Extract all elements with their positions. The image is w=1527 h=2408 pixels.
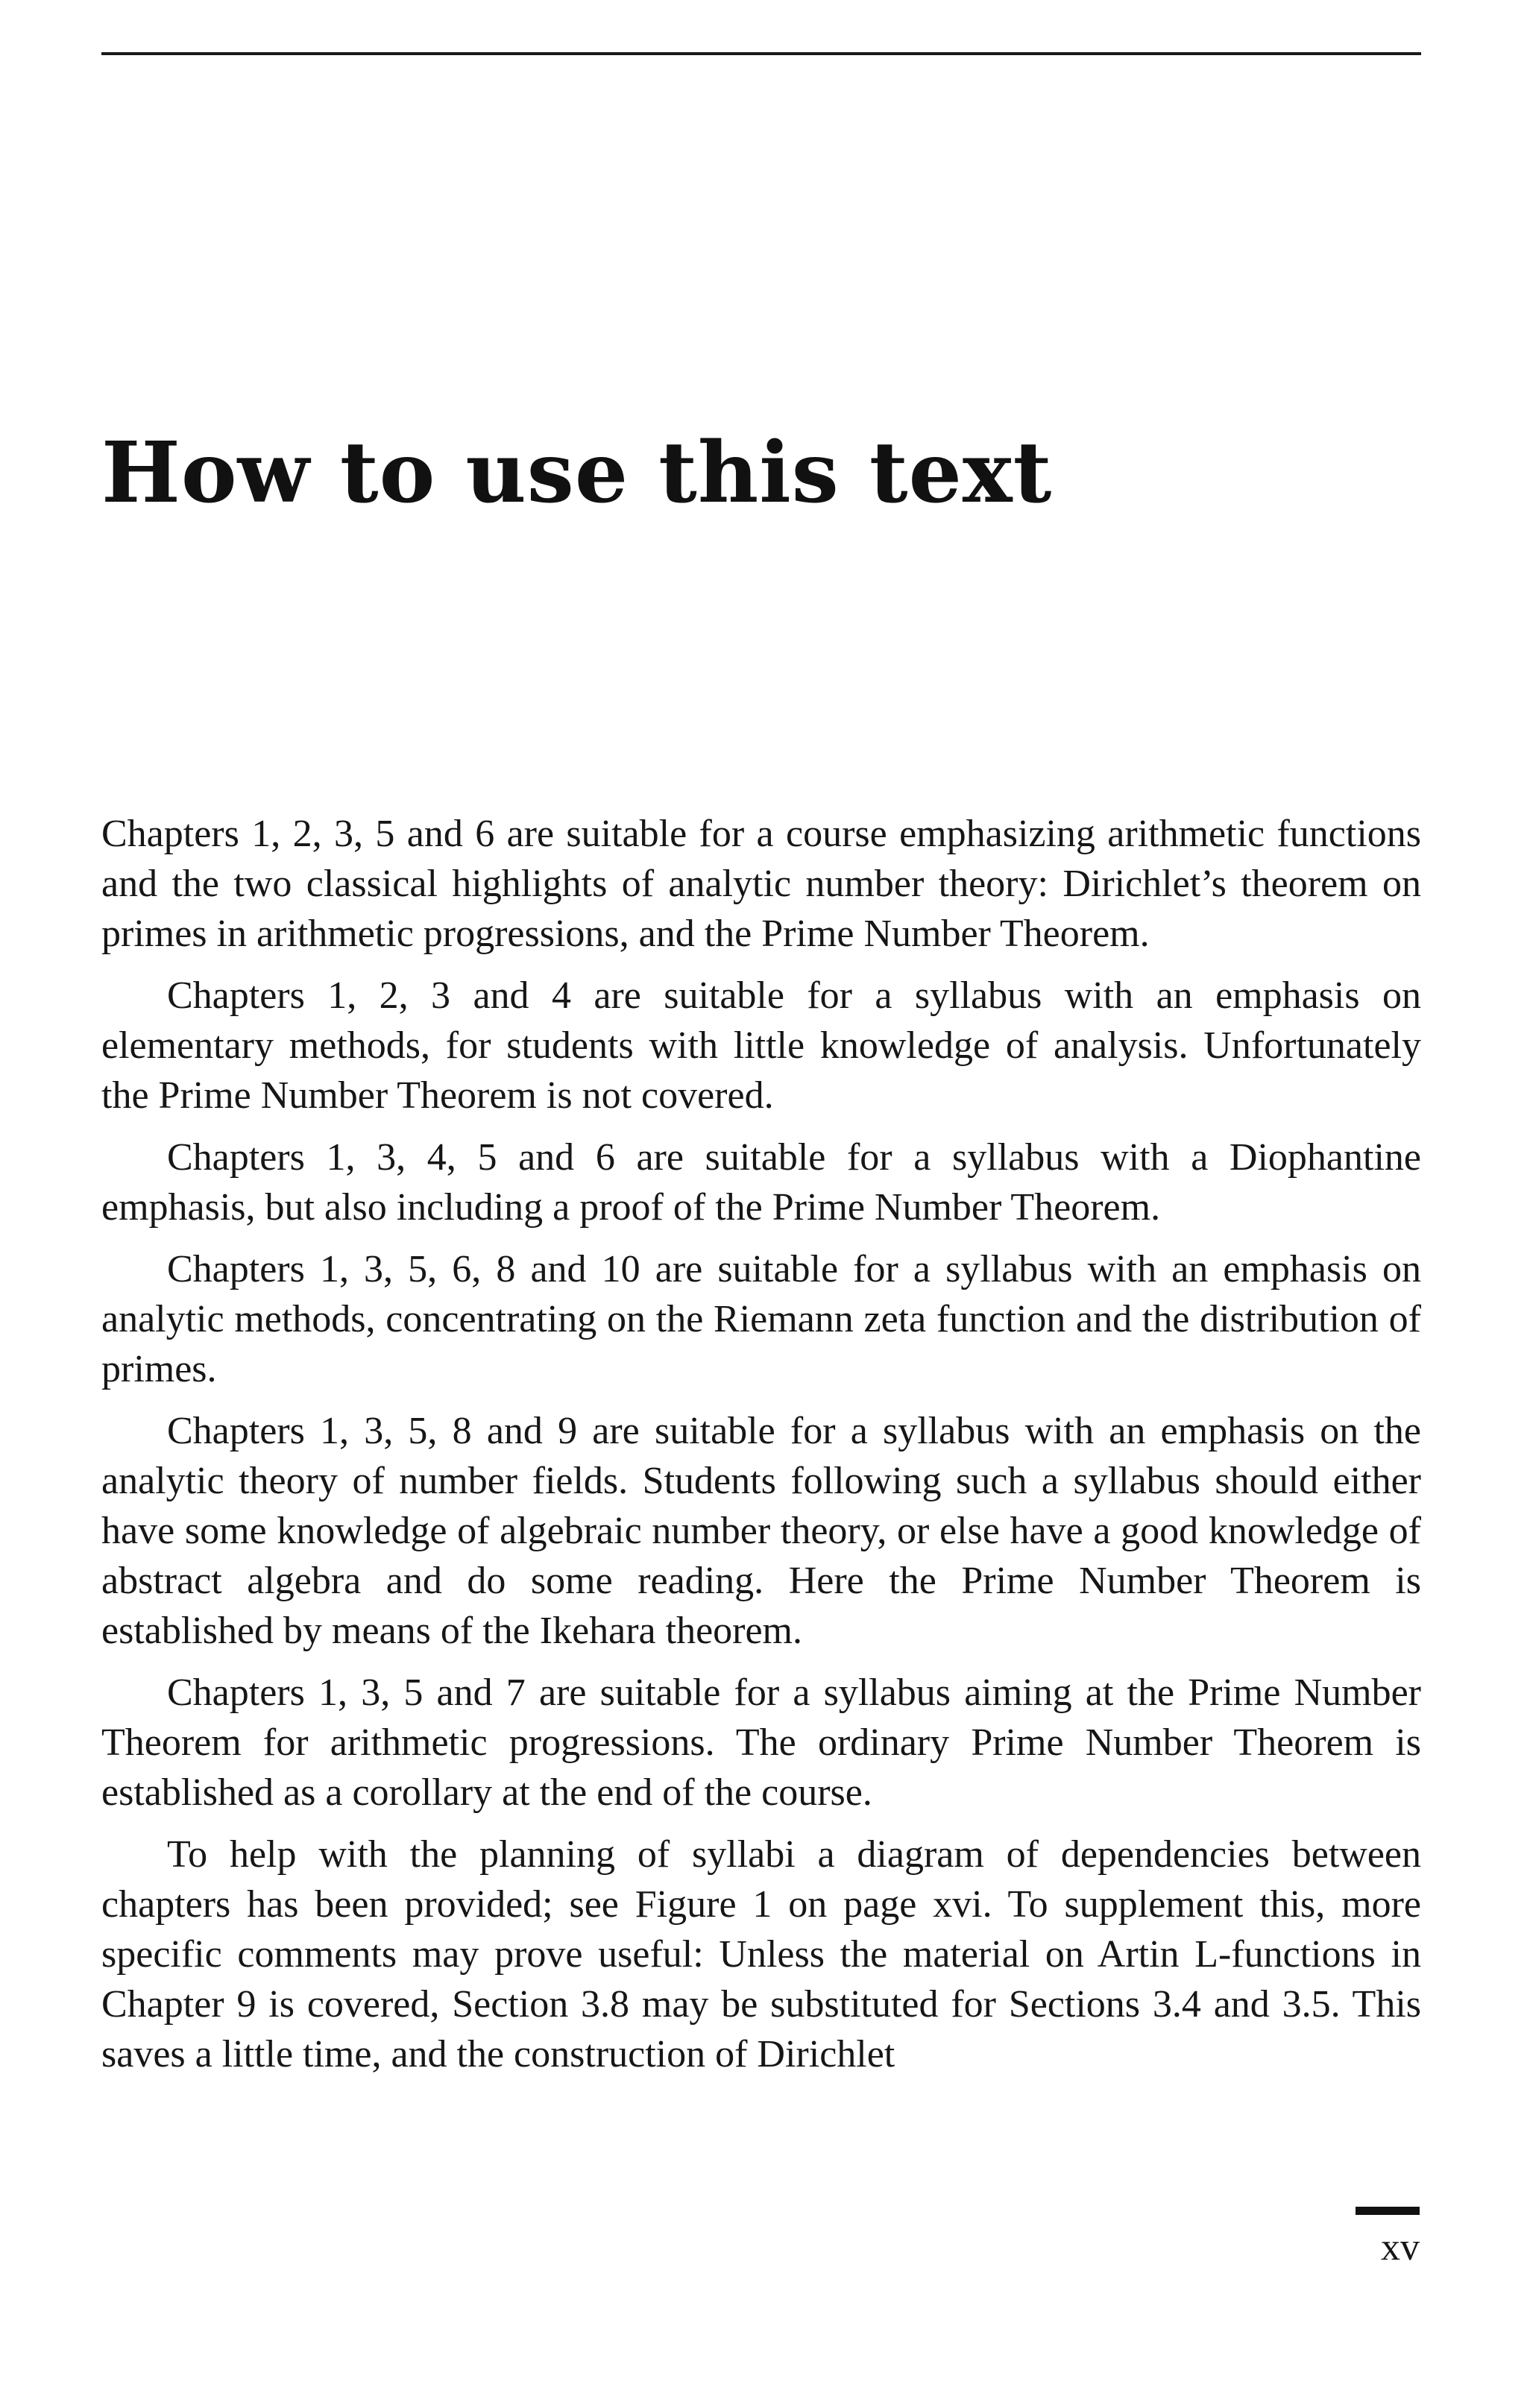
paragraph: Chapters 1, 3, 5 and 7 are suitable for a syllabus aiming at the Prime Number Theorem for arithmetic progressions. The ordinary Prime Number Theorem is established as a corollary at the end of the course.: [101, 1671, 1421, 1814]
chapter-title: How to use this text: [101, 424, 1053, 522]
header-rule: [101, 52, 1421, 55]
paragraph: Chapters 1, 3, 5, 8 and 9 are suitable for a syllabus with an emphasis on the analytic theory of number fields. Students following such a syllabus should either have some knowledge of algebraic number theory, or else have a good knowledge of abstract algebra and do some reading. Here the Prime Number Theorem is established by means of the Ikehara theorem.: [101, 1410, 1421, 1652]
paragraph: Chapters 1, 2, 3 and 4 are suitable for a syllabus with an emphasis on elementary methods, for students with little knowledge of analysis. Unfortunately the Prime Number Theorem is not covered.: [101, 974, 1421, 1117]
paragraph: Chapters 1, 3, 4, 5 and 6 are suitable for a syllabus with a Diophantine emphasis, but also including a proof of the Prime Number Theorem.: [101, 1136, 1421, 1229]
paragraph: Chapters 1, 2, 3, 5 and 6 are suitable for a course emphasizing arithmetic functions and the two classical highlights of analytic number theory: Dirichlet’s theorem on primes in arithmetic progressions, and the Prime Number Theorem.: [101, 813, 1421, 955]
paragraph: To help with the planning of syllabi a diagram of dependencies between chapters has been provided; see Figure 1 on page xvi. To supplement this, more specific comments may prove useful: Unless the material on Artin L-functions in Chapter 9 is covered, Section 3.8 may be substituted for Sections 3.4 and 3.5. This saves a little time, and the construction of Dirichlet: [101, 1833, 1421, 2076]
body-text: [101, 809, 1421, 2091]
footer-rule: [1356, 2207, 1420, 2215]
paragraph: Chapters 1, 3, 5, 6, 8 and 10 are suitable for a syllabus with an emphasis on analytic methods, concentrating on the Riemann zeta function and the distribution of primes.: [101, 1248, 1421, 1390]
page-number: xv: [1381, 2226, 1420, 2269]
